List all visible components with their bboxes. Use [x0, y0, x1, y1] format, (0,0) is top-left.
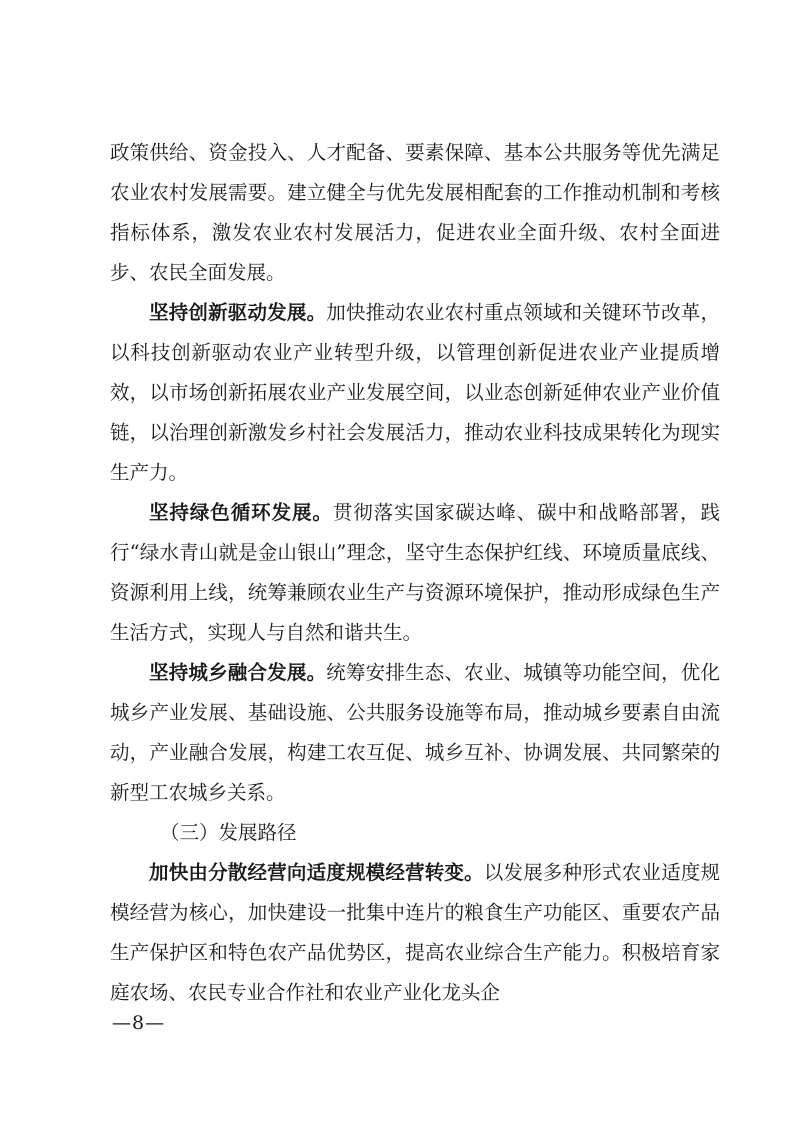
paragraph-continuation — [110, 133, 720, 293]
paragraph-text: 贯彻落实国家碳达峰、碳中和战略部署，践行“绿水青山就是金山银山”理念，坚守生态保护红线、环境质量底线、资源利用上线，统筹兼顾农业生产与资源环境保护，推动形成绿色生产生活方式，实现人与自然和谐共生。 — [110, 501, 720, 644]
paragraph-lead: 坚持城乡融合发展。 — [149, 661, 327, 684]
paragraph-innovation — [110, 293, 720, 493]
paragraph-text: 以发展多种形式农业适度规模经营为核心，加快建设一批集中连片的粮食生产功能区、重要农产品生产保护区和特色农产品优势区，提高农业综合生产能力。积极培育家庭农场、农民专业合作社和农业产业化龙头企 — [110, 861, 720, 1004]
page-number: —8— — [112, 1012, 166, 1034]
paragraph-lead: 坚持绿色循环发展。 — [149, 501, 333, 524]
paragraph-urban-rural — [110, 653, 720, 813]
paragraph-lead: 加快由分散经营向适度规模经营转变。 — [149, 861, 484, 884]
paragraph-scale-operation — [110, 853, 720, 1013]
paragraph-text: 加快推动农业农村重点领域和关键环节改革，以科技创新驱动农业产业转型升级，以管理创新促进农业产业提质增效，以市场创新拓展农业产业发展空间，以业态创新延伸农业产业价值链，以治理创新激发乡村社会发展活力，推动农业科技成果转化为现实生产力。 — [110, 301, 720, 484]
paragraph-green — [110, 493, 720, 653]
document-body — [110, 133, 720, 1013]
section-subheading: （三）发展路径 — [160, 821, 297, 844]
paragraph-text: 政策供给、资金投入、人才配备、要素保障、基本公共服务等优先满足农业农村发展需要。建立健全与优先发展相配套的工作推动机制和考核指标体系，激发农业农村发展活力，促进农业全面升级、农村全面进步、农民全面发展。 — [110, 141, 720, 284]
paragraph-text: 统筹安排生态、农业、城镇等功能空间，优化城乡产业发展、基础设施、公共服务设施等布局，推动城乡要素自由流动，产业融合发展，构建工农互促、城乡互补、协调发展、共同繁荣的新型工农城乡关系。 — [110, 661, 720, 804]
paragraph-lead: 坚持创新驱动发展。 — [149, 301, 327, 324]
